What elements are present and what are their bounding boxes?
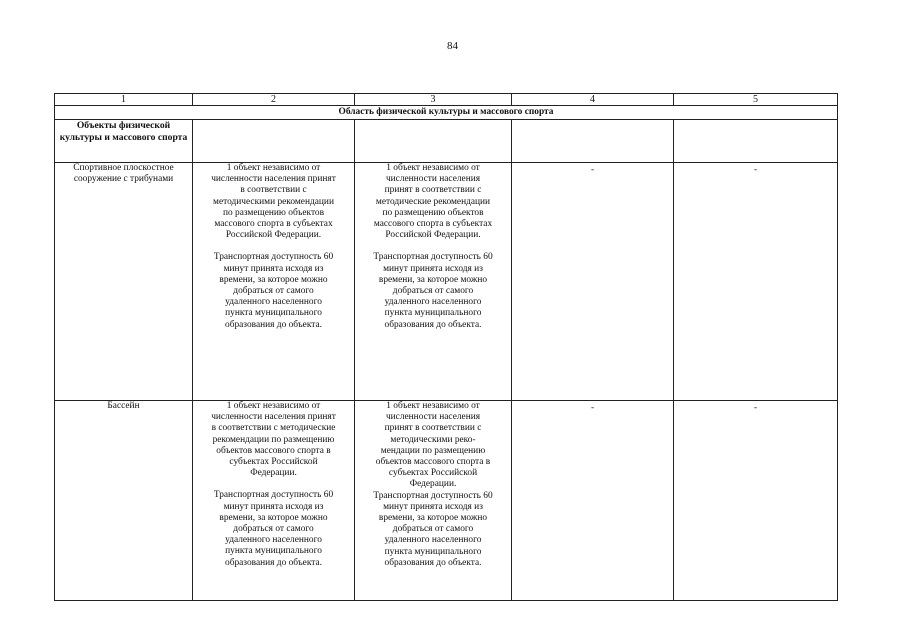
dash-value: - (590, 165, 595, 175)
criterion-cell (193, 401, 355, 601)
category-empty-cell (355, 120, 512, 163)
criterion-cell (355, 163, 512, 401)
object-name: Спортивное плоскостное сооружение с трибунами (55, 163, 193, 401)
column-number-4: 4 (512, 94, 674, 106)
requirements-table (54, 93, 838, 601)
criterion-text: 1 объект независимо от численности населения принят в соответствии с методические рекомендации по размещению объектов массового спорта в субъектах Российской Федерации. (373, 163, 493, 241)
column-number-3: 3 (355, 94, 512, 106)
object-name: Бассейн (55, 401, 193, 601)
category-label: Объекты физической культуры и массового спорта (55, 120, 193, 163)
criterion-text: 1 объект независимо от численности населения принят в соответствии с методическими реко- мендации по размещению объектов массового спорта в субъектах Российской Федерации. (375, 401, 491, 490)
access-text: Транспортная доступность 60 минут принята исходя из времени, за которое можно добраться от самого удаленного населенного пункта муниципального образования до объекта. (213, 490, 334, 568)
dash-value: - (753, 165, 758, 175)
column-number-2: 2 (193, 94, 355, 106)
value-cell (674, 401, 838, 601)
criterion-text: 1 объект независимо от численности населения принят в соответствии с методические рекомендации по размещению объектов массового спорта в субъектах Российской Федерации. (211, 401, 336, 479)
section-title: Область физической культуры и массового спорта (55, 106, 838, 120)
criterion-cell (193, 163, 355, 401)
table-row (55, 163, 838, 401)
value-cell (674, 163, 838, 401)
criterion-text: 1 объект независимо от численности населения принят в соответствии с методическими рекомендации по размещению объектов массового спорта в субъектах Российской Федерации. (211, 163, 336, 241)
category-empty-cell (674, 120, 838, 163)
category-row (55, 120, 838, 163)
value-cell (512, 401, 674, 601)
column-number-5: 5 (674, 94, 838, 106)
access-text: Транспортная доступность 60 минут принята исходя из времени, за которое можно добраться от самого удаленного населенного пункта муниципального образования до объекта. (373, 252, 493, 330)
column-number-1: 1 (55, 94, 193, 106)
dash-value: - (590, 403, 595, 413)
page-number: 84 (447, 40, 458, 52)
column-number-row (55, 94, 838, 106)
section-row (55, 106, 838, 120)
access-text: Транспортная доступность 60 минут принята исходя из времени, за которое можно добраться от самого удаленного населенного пункта муниципального образования до объекта. (213, 252, 334, 330)
value-cell (512, 163, 674, 401)
table-row (55, 401, 838, 601)
access-text: Транспортная доступность 60 минут принята исходя из времени, за которое можно добраться от самого удаленного населенного пункта муниципального образования до объекта. (373, 490, 493, 568)
dash-value: - (753, 403, 758, 413)
criterion-cell (355, 401, 512, 601)
category-empty-cell (512, 120, 674, 163)
category-empty-cell (193, 120, 355, 163)
